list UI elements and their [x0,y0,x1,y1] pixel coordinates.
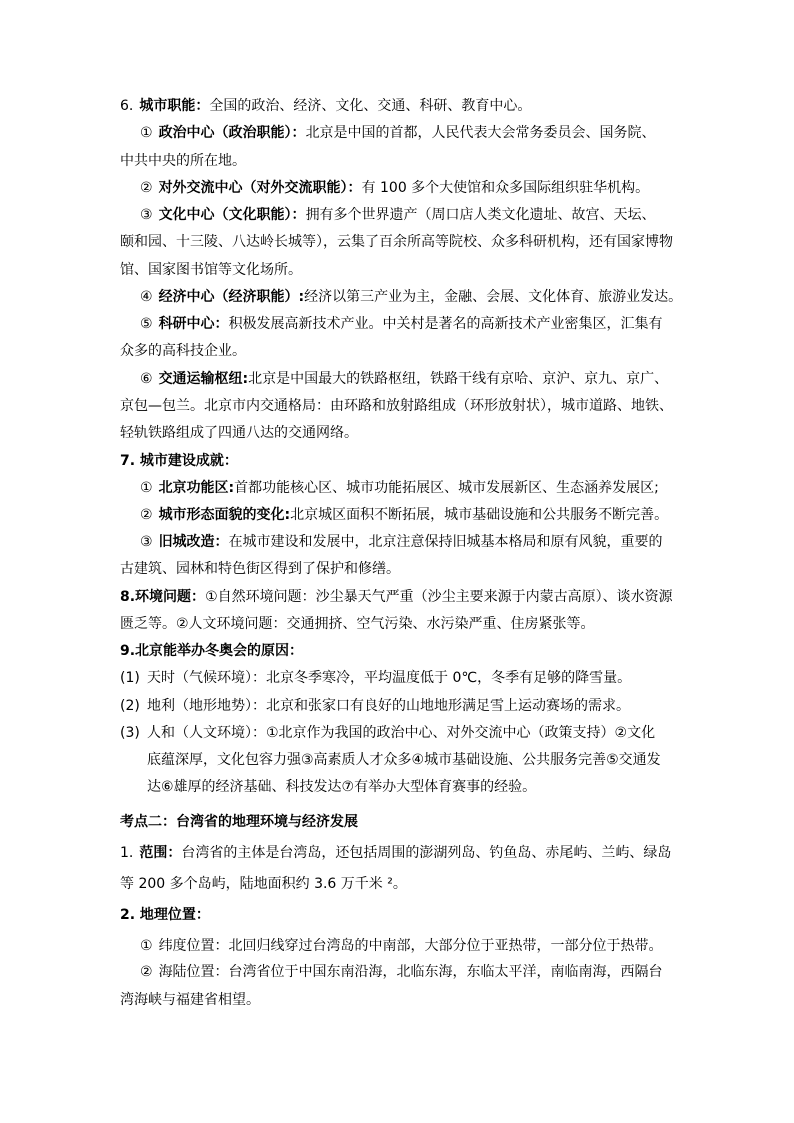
item-number: (3) [120,725,140,741]
item-title: 城市形态面貌的变化: [158,507,291,523]
item-title: 范围： [139,845,182,861]
s6-item-5 [140,314,663,334]
item-text: 经济以第三产业为主，金融、会展、文化体育、旅游业发达。 [304,289,683,305]
item-number: ① [140,125,153,141]
k2-p2-item-2 [140,962,663,982]
item-title: 经济中心（经济职能）: [158,289,305,305]
section-text: 匮乏等。②人文环境问题：交通拥挤、空气污染、水污染严重、住房紧张等。 [120,616,595,632]
item-text: 众多的高科技企业。 [120,343,246,359]
section-6-heading [120,96,531,116]
section-9-heading: 9.北京能举办冬奥会的原因： [120,643,304,659]
item-number: ⑤ [140,316,153,332]
s6-item-6-cont [120,396,673,416]
item-number: ④ [140,289,153,305]
item-text: 颐和园、十三陵、八达岭长城等），云集了百余所高等院校、众多科研机构，还有国家博物 [120,234,673,250]
s6-item-6 [140,369,668,389]
item-text: 轻轨铁路组成了四通八达的交通网络。 [120,425,358,441]
s6-item-1 [140,123,656,143]
item-number: (2) [120,698,140,714]
s6-item-1-cont [120,151,246,171]
s6-item-4 [140,287,682,307]
section-title: 城市职能： [139,98,210,114]
item-number: ② [140,964,153,980]
item-title: 旧城改造： [158,534,229,550]
item-text: 台湾省的主体是台湾岛，还包括周围的澎湖列岛、钓鱼岛、赤尾屿、兰屿、绿岛 [181,845,672,861]
s6-item-3-cont [120,232,673,252]
item-text: 积极发展高新技术产业。中关村是著名的高新技术产业密集区，汇集有 [228,316,663,332]
item-text: 等 200 多个岛屿，陆地面积约 3.6 万千米 ²。 [120,876,407,892]
item-text: 拥有多个世界遗产（周口店人类文化遗址、故宫、天坛、 [305,207,656,223]
s6-item-6-cont2 [120,423,358,443]
item-title: 政治中心（政治职能）： [158,125,306,141]
s7-item-3-cont [120,559,400,579]
s9-item-3-cont2 [147,777,536,797]
item-number: 1. [120,845,134,861]
item-text: 地利（地形地势）：北京和张家口有良好的山地地形满足雪上运动赛场的需求。 [147,698,630,714]
item-number: ② [140,507,153,523]
k2-p1-cont [120,874,407,894]
item-text: 有 100 多个大使馆和众多国际组织驻华机构。 [361,180,650,196]
item-text: 纬度位置：北回归线穿过台湾岛的中南部，大部分位于亚热带，一部分位于热带。 [158,938,663,954]
item-text: 底蕴深厚，文化包容力强③高素质人才众多④城市基础设施、公共服务完善⑤交通发 [147,752,661,768]
section-text: ①自然环境问题：沙尘暴天气严重（沙尘主要来源于内蒙古高原）、谈水资源 [205,589,673,605]
item-number: ① [140,480,153,496]
item-text: 馆、国家图书馆等文化场所。 [120,262,302,278]
s6-item-2 [140,178,649,198]
section-text: 全国的政治、经济、文化、交通、科研、教育中心。 [209,98,532,114]
k2-p2-item-2-cont [120,990,260,1010]
item-title: 文化中心（文化职能）： [158,207,306,223]
item-text: 北京是中国最大的铁路枢纽，铁路干线有京哈、京沪、京九、京广、 [248,371,669,387]
s9-item-3-cont [147,750,661,770]
item-text: 海陆位置：台湾省位于中国东南沿海，北临东海，东临太平洋，南临南海，西隔台 [158,964,663,980]
item-number: (1) [120,670,140,686]
item-number: ③ [140,534,153,550]
item-title: 对外交流中心（对外交流职能）： [158,180,362,196]
item-number: ② [140,180,153,196]
section-8-cont [120,614,595,634]
item-title: 交通运输枢纽: [158,371,249,387]
s6-item-5-cont [120,341,246,361]
item-number: ① [140,938,153,954]
item-text: 在城市建设和发展中，北京注意保持旧城基本格局和原有风貌，重要的 [228,534,663,550]
k2-p2-heading: 2. 地理位置： [120,907,210,923]
section-7-heading: 7. 城市建设成就： [120,453,238,469]
item-text: 首都功能核心区、城市功能拓展区、城市发展新区、生态涵养发展区; [234,480,659,496]
s9-item-1 [120,668,631,688]
item-number: ③ [140,207,153,223]
s6-item-3 [140,205,656,225]
section-8 [120,587,673,607]
item-text: 达⑥雄厚的经济基础、科技发达⑦有举办大型体育赛事的经验。 [147,779,537,795]
item-title: 科研中心： [158,316,229,332]
item-text: 天时（气候环境）：北京冬季寒冷，平均温度低于 0℃，冬季有足够的降雪量。 [147,670,632,686]
item-title: 北京功能区: [158,480,235,496]
s7-item-1 [140,478,659,498]
item-text: 北京城区面积不断拓展，城市基础设施和公共服务不断完善。 [290,507,669,523]
item-text: 人和（人文环境）：①北京作为我国的政治中心、对外交流中心（政策支持）②文化 [147,725,656,741]
item-text: 中共中央的所在地。 [120,153,246,169]
item-text: 湾海峡与福建省相望。 [120,992,260,1008]
section-number: 6. [120,98,134,114]
k2-p1 [120,843,671,863]
section-title: 8.环境问题： [120,589,206,605]
topic-heading: 考点二：台湾省的地理环境与经济发展 [120,814,358,830]
item-text: 北京是中国的首都，人民代表大会常务委员会、国务院、 [305,125,656,141]
s9-item-2 [120,696,630,716]
s6-item-3-cont2 [120,260,302,280]
k2-p2-item-1 [140,936,663,956]
item-number: ⑥ [140,371,153,387]
s9-item-3 [120,723,655,743]
s7-item-2 [140,505,668,525]
item-text: 古建筑、园林和特色街区得到了保护和修缮。 [120,561,400,577]
item-text: 京包—包兰。北京市内交通格局：由环路和放射路组成（环形放射状），城市道路、地铁、 [120,398,673,414]
s7-item-3 [140,532,663,552]
